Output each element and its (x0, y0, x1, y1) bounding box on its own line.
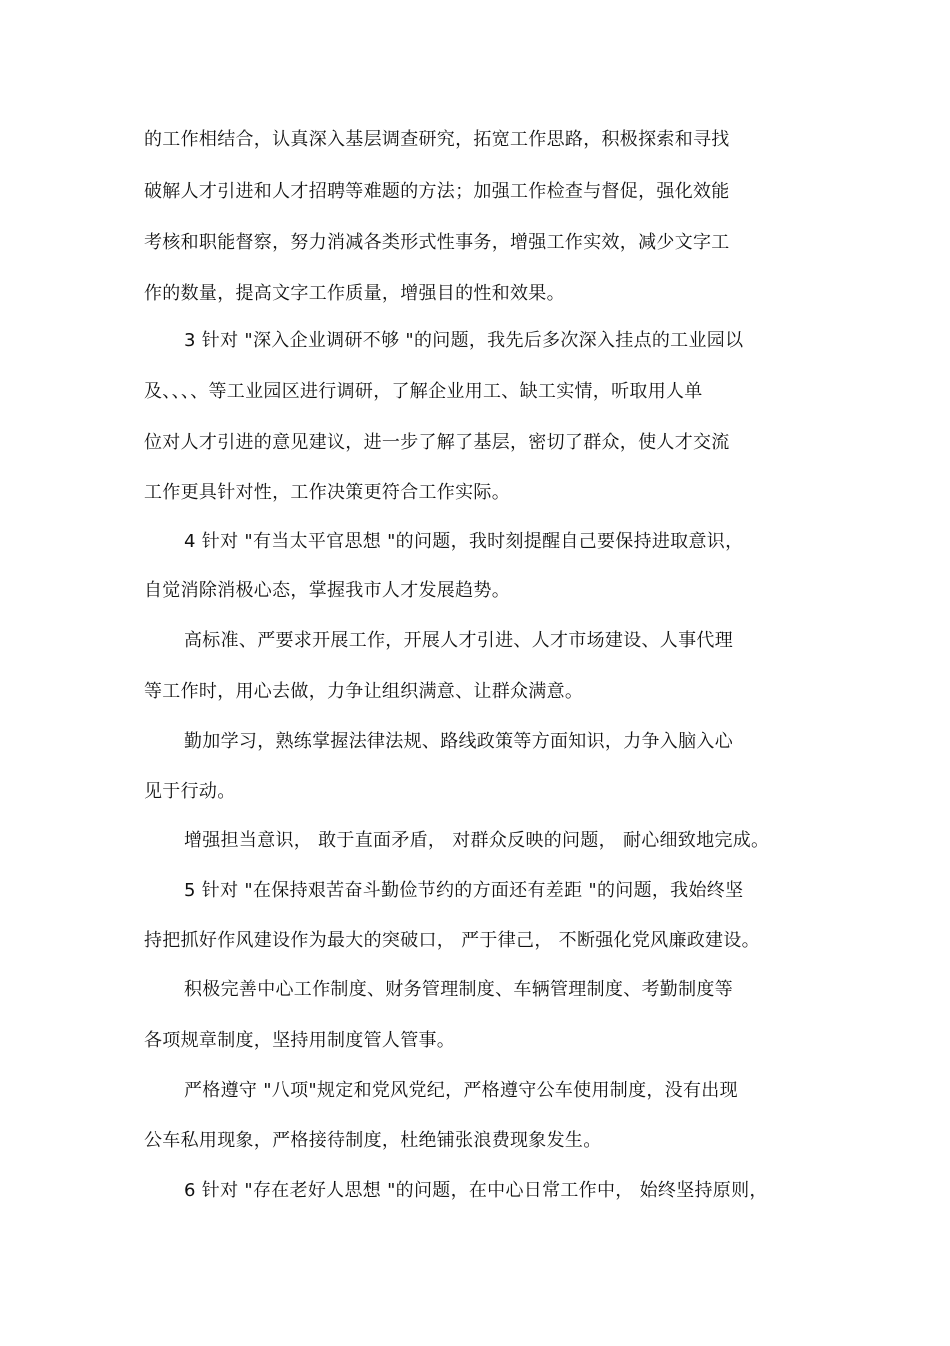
paragraph-start-line: 严格遵守 "八项"规定和党风党纪，严格遵守公车使用制度，没有出现 (184, 1080, 738, 1101)
text-line: 工作更具针对性，工作决策更符合工作实际。 (144, 482, 510, 503)
paragraph-start-line: 3 针对 "深入企业调研不够 "的问题，我先后多次深入挂点的工业园以 (184, 330, 744, 351)
paragraph-start-line: 4 针对 "有当太平官思想 "的问题，我时刻提醒自己要保持进取意识， (184, 531, 744, 552)
text-line: 作的数量，提高文字工作质量，增强目的性和效果。 (144, 283, 565, 304)
text-line: 各项规章制度，坚持用制度管人管事。 (144, 1030, 456, 1051)
paragraph-start-line: 积极完善中心工作制度、财务管理制度、车辆管理制度、考勤制度等 (184, 979, 733, 1000)
paragraph-start-line: 增强担当意识， 敢于直面矛盾， 对群众反映的问题， 耐心细致地完成。 (184, 830, 770, 851)
paragraph-start-line: 6 针对 "存在老好人思想 "的问题，在中心日常工作中， 始终坚持原则， (184, 1180, 768, 1201)
text-line: 自觉消除消极心态，掌握我市人才发展趋势。 (144, 580, 510, 601)
text-line: 等工作时，用心去做，力争让组织满意、让群众满意。 (144, 681, 584, 702)
text-line: 考核和职能督察，努力消减各类形式性事务，增强工作实效，减少文字工 (144, 232, 730, 253)
text-line: 及、、、、等工业园区进行调研，了解企业用工、缺工实情，听取用人单 (144, 381, 703, 402)
paragraph-start-line: 高标准、严要求开展工作，开展人才引进、人才市场建设、人事代理 (184, 630, 733, 651)
text-line: 破解人才引进和人才招聘等难题的方法；加强工作检查与督促，强化效能 (144, 181, 730, 202)
text-line: 的工作相结合，认真深入基层调查研究，拓宽工作思路，积极探索和寻找 (144, 129, 730, 150)
text-line: 见于行动。 (144, 781, 236, 802)
text-line: 持把抓好作风建设作为最大的突破口， 严于律己， 不断强化党风廉政建设。 (144, 930, 760, 951)
text-line: 公车私用现象，严格接待制度，杜绝铺张浪费现象发生。 (144, 1130, 602, 1151)
text-line: 位对人才引进的意见建议，进一步了解了基层，密切了群众，使人才交流 (144, 432, 730, 453)
paragraph-start-line: 勤加学习，熟练掌握法律法规、路线政策等方面知识，力争入脑入心 (184, 731, 733, 752)
paragraph-start-line: 5 针对 "在保持艰苦奋斗勤俭节约的方面还有差距 "的问题，我始终坚 (184, 880, 744, 901)
